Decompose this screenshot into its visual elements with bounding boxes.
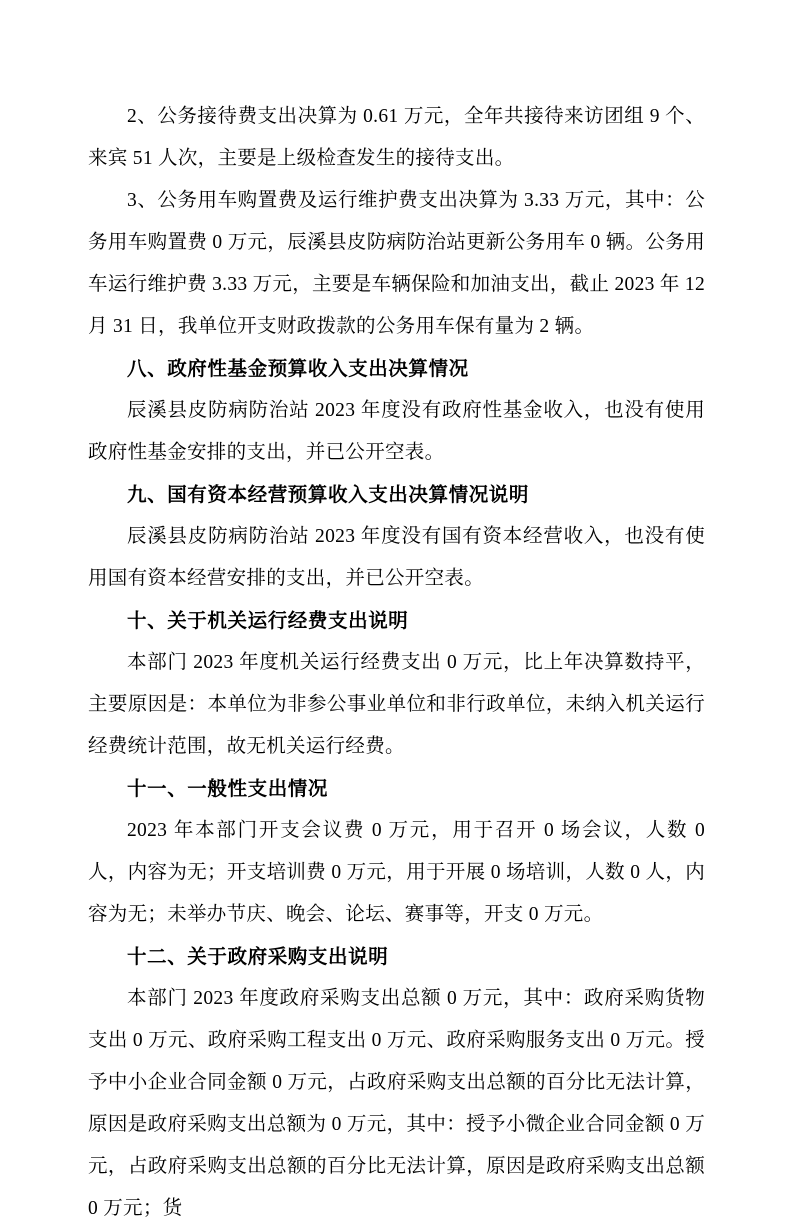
paragraph-government-procurement: 本部门 2023 年度政府采购支出总额 0 万元，其中：政府采购货物支出 0 万元、政府采购工程支出 0 万元、政府采购服务支出 0 万元。授予中小企业合同金额 0 万元，占政府采购支出总额的百分比无法计算，原因是政府采购支出总额为 0 万元，其中：授予小微企业合同金额 0 万元，占政府采购支出总额的百分比无法计算，原因是政府采购支出总额 0 万元；货 [88, 988, 705, 1219]
paragraph-government-fund-budget: 辰溪县皮防病防治站 2023 年度没有政府性基金收入，也没有使用政府性基金安排的支出，并已公开空表。 [88, 400, 705, 463]
paragraph-general-expenditure: 2023 年本部门开支会议费 0 万元，用于召开 0 场会议，人数 0 人，内容为无；开支培训费 0 万元，用于开展 0 场培训，人数 0 人，内容为无；未举办节庆、晚会、论坛、赛事等，开支 0 万元。 [88, 820, 705, 925]
heading-general-expenditure: 十一、一般性支出情况 [127, 778, 329, 800]
document-body [88, 96, 705, 1230]
heading-government-fund-budget: 八、政府性基金预算收入支出决算情况 [127, 358, 469, 380]
heading-government-procurement: 十二、关于政府采购支出说明 [127, 946, 389, 968]
heading-state-capital-operation: 九、国有资本经营预算收入支出决算情况说明 [127, 484, 530, 506]
paragraph-agency-operating-expense: 本部门 2023 年度机关运行经费支出 0 万元，比上年决算数持平，主要原因是：本单位为非参公事业单位和非行政单位，未纳入机关运行经费统计范围，故无机关运行经费。 [88, 652, 705, 757]
paragraph-official-vehicle-expense: 3、公务用车购置费及运行维护费支出决算为 3.33 万元，其中：公务用车购置费 0 万元，辰溪县皮防病防治站更新公务用车 0 辆。公务用车运行维护费 3.33 万元，主要是车辆保险和加油支出，截止 2023 年 12 月 31 日，我单位开支财政拨款的公务用车保有量为 2 辆。 [88, 190, 705, 337]
paragraph-official-reception-expense: 2、公务接待费支出决算为 0.61 万元，全年共接待来访团组 9 个、来宾 51 人次，主要是上级检查发生的接待支出。 [88, 106, 705, 169]
paragraph-state-capital-operation: 辰溪县皮防病防治站 2023 年度没有国有资本经营收入，也没有使用国有资本经营安排的支出，并已公开空表。 [88, 526, 705, 589]
heading-agency-operating-expense: 十、关于机关运行经费支出说明 [127, 610, 409, 632]
